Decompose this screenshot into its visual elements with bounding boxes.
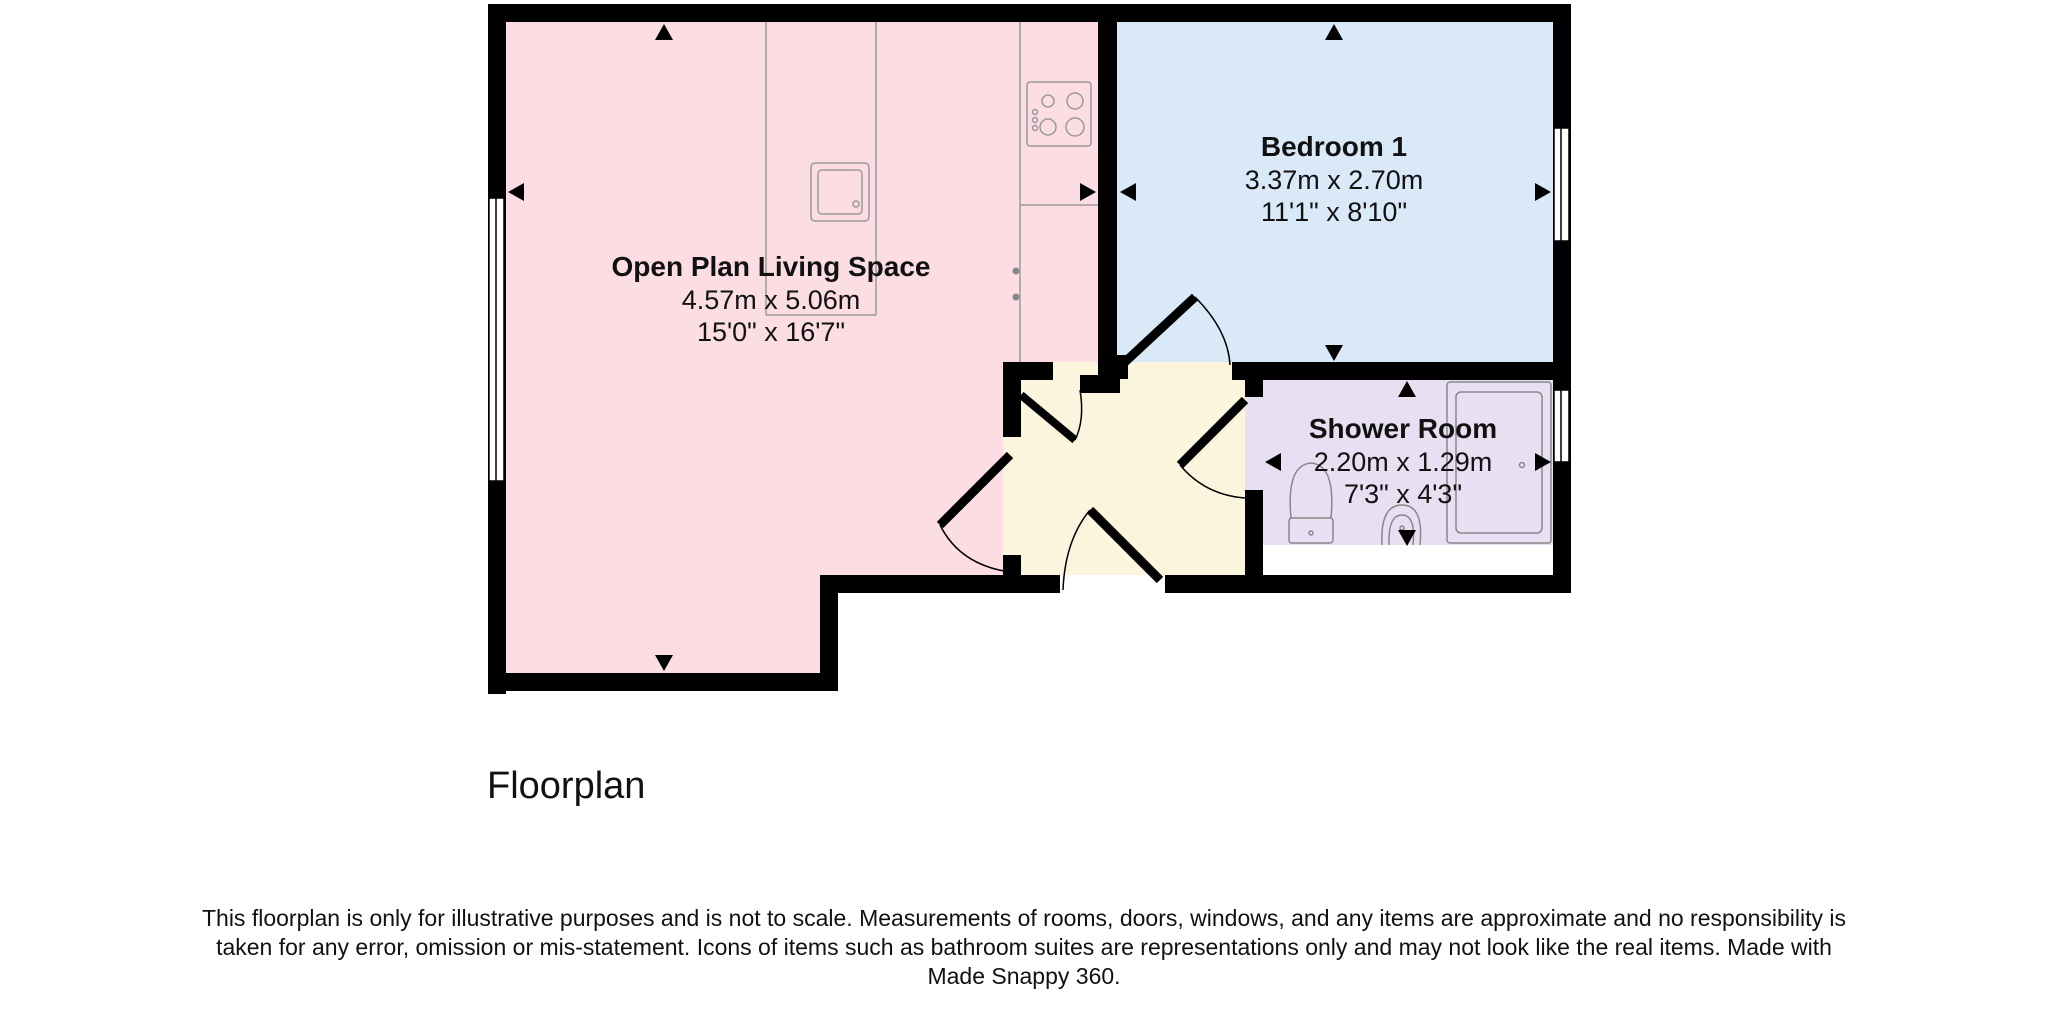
room-imperial: 11'1" x 8'10"	[1260, 196, 1408, 227]
room-imperial: 7'3" x 4'3"	[1343, 478, 1463, 509]
room-metric: 2.20m x 1.29m	[1313, 446, 1493, 477]
room-metric: 4.57m x 5.06m	[681, 284, 861, 315]
room-name: Bedroom 1	[1260, 131, 1408, 162]
room-label-shower	[1309, 412, 1497, 510]
floorplan-title: Floorplan	[487, 765, 646, 807]
room-label-living	[612, 250, 931, 348]
room-imperial: 15'0" x 16'7"	[696, 316, 846, 347]
room-label-bedroom	[1245, 130, 1424, 228]
room-name: Shower Room	[1308, 413, 1498, 444]
room-name: Open Plan Living Space	[611, 251, 931, 282]
disclaimer-text: This floorplan is only for illustrative purposes and is not to scale. Measurements of rooms, doors, windows, and any items are approximate and no responsibility is taken for any error, omission or mis-statement. Icons of items such as bathroom suites are representations only and may not look like the real items. Made with Made Snappy 360.	[201, 905, 1846, 990]
room-metric: 3.37m x 2.70m	[1244, 164, 1424, 195]
